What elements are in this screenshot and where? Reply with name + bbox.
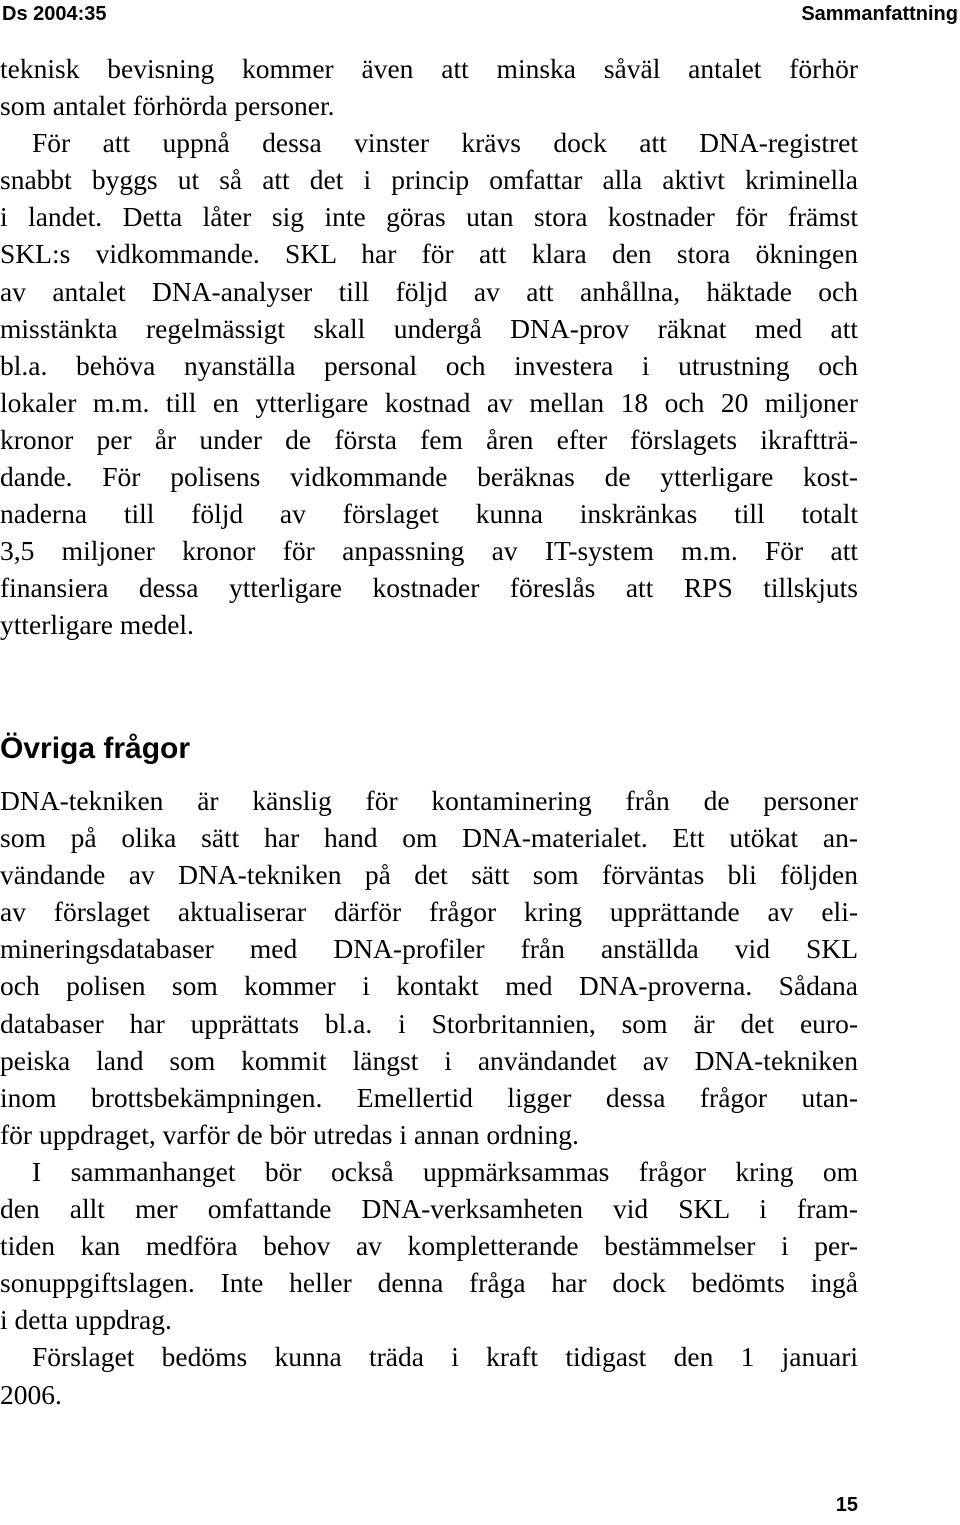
text-line: mineringsdatabaser med DNA-profiler från anställda vid SKL bbox=[0, 933, 858, 965]
text-line: peiska land som kommit längst i användandet av DNA-tekniken bbox=[0, 1044, 858, 1076]
text-line: inom brottsbekämpningen. Emellertid ligger dessa frågor utan- bbox=[0, 1081, 858, 1113]
text-line: snabbt byggs ut så att det i princip omfattar alla aktivt kriminella bbox=[0, 164, 858, 196]
text-line: teknisk bevisning kommer även att minska såväl antalet förhör bbox=[0, 53, 858, 84]
text-line: DNA-tekniken är känslig för kontaminering från de personer bbox=[0, 785, 858, 816]
text-line: För att uppnå dessa vinster krävs dock att DNA-registret bbox=[32, 127, 858, 159]
text-line: i detta uppdrag. bbox=[0, 1304, 172, 1336]
text-line: 3,5 miljoner kronor för anpassning av IT-system m.m. För att bbox=[0, 535, 858, 567]
text-line: som antalet förhörda personer. bbox=[0, 90, 335, 122]
text-line: finansiera dessa ytterligare kostnader föreslås att RPS tillskjuts bbox=[0, 572, 858, 604]
text-line: och polisen som kommer i kontakt med DNA-proverna. Sådana bbox=[0, 970, 858, 1002]
page-number: 15 bbox=[835, 1494, 858, 1516]
text-line: Förslaget bedöms kunna träda i kraft tidigast den 1 januari bbox=[32, 1341, 858, 1373]
text-line: för uppdraget, varför de bör utredas i annan ordning. bbox=[0, 1118, 579, 1150]
text-line: naderna till följd av förslaget kunna inskränkas till totalt bbox=[0, 498, 858, 530]
text-line: i landet. Detta låter sig inte göras utan stora kostnader för främst bbox=[0, 201, 858, 233]
text-line: misstänkta regelmässigt skall undergå DNA-prov räknat med att bbox=[0, 312, 858, 344]
text-line: kronor per år under de första fem åren efter förslagets ikraftträ- bbox=[0, 423, 858, 455]
text-line: av antalet DNA-analyser till följd av att anhållna, häktade och bbox=[0, 275, 858, 307]
document-reference: Ds 2004:35 bbox=[2, 3, 107, 25]
section-heading: Övriga frågor bbox=[0, 732, 191, 765]
body-text-other-questions bbox=[0, 782, 858, 1413]
text-line: tiden kan medföra behov av kompletterande bestämmelser i per- bbox=[0, 1230, 858, 1262]
text-line: som på olika sätt har hand om DNA-materialet. Ett utökat an- bbox=[0, 822, 858, 854]
text-line: databaser har upprättats bl.a. i Storbritannien, som är det euro- bbox=[0, 1007, 858, 1039]
page-header bbox=[0, 0, 960, 30]
text-line: sonuppgiftslagen. Inte heller denna fråga har dock bedömts ingå bbox=[0, 1267, 858, 1299]
text-line: dande. För polisens vidkommande beräknas de ytterligare kost- bbox=[0, 461, 858, 493]
text-line: SKL:s vidkommande. SKL har för att klara den stora ökningen bbox=[0, 238, 858, 270]
text-line: den allt mer omfattande DNA-verksamheten vid SKL i fram- bbox=[0, 1193, 858, 1225]
text-line: I sammanhanget bör också uppmärksammas frågor kring om bbox=[32, 1155, 858, 1187]
text-line: ytterligare medel. bbox=[0, 609, 194, 641]
text-line: lokaler m.m. till en ytterligare kostnad av mellan 18 och 20 miljoner bbox=[0, 386, 858, 418]
text-line: 2006. bbox=[0, 1378, 62, 1410]
text-line: bl.a. behöva nyanställa personal och investera i utrustning och bbox=[0, 349, 858, 381]
text-line: vändande av DNA-tekniken på det sätt som förväntas bli följden bbox=[0, 859, 858, 891]
section-running-title: Sammanfattning bbox=[801, 3, 958, 25]
body-text-costs bbox=[0, 50, 858, 644]
text-line: av förslaget aktualiserar därför frågor kring upprättande av eli- bbox=[0, 896, 858, 928]
